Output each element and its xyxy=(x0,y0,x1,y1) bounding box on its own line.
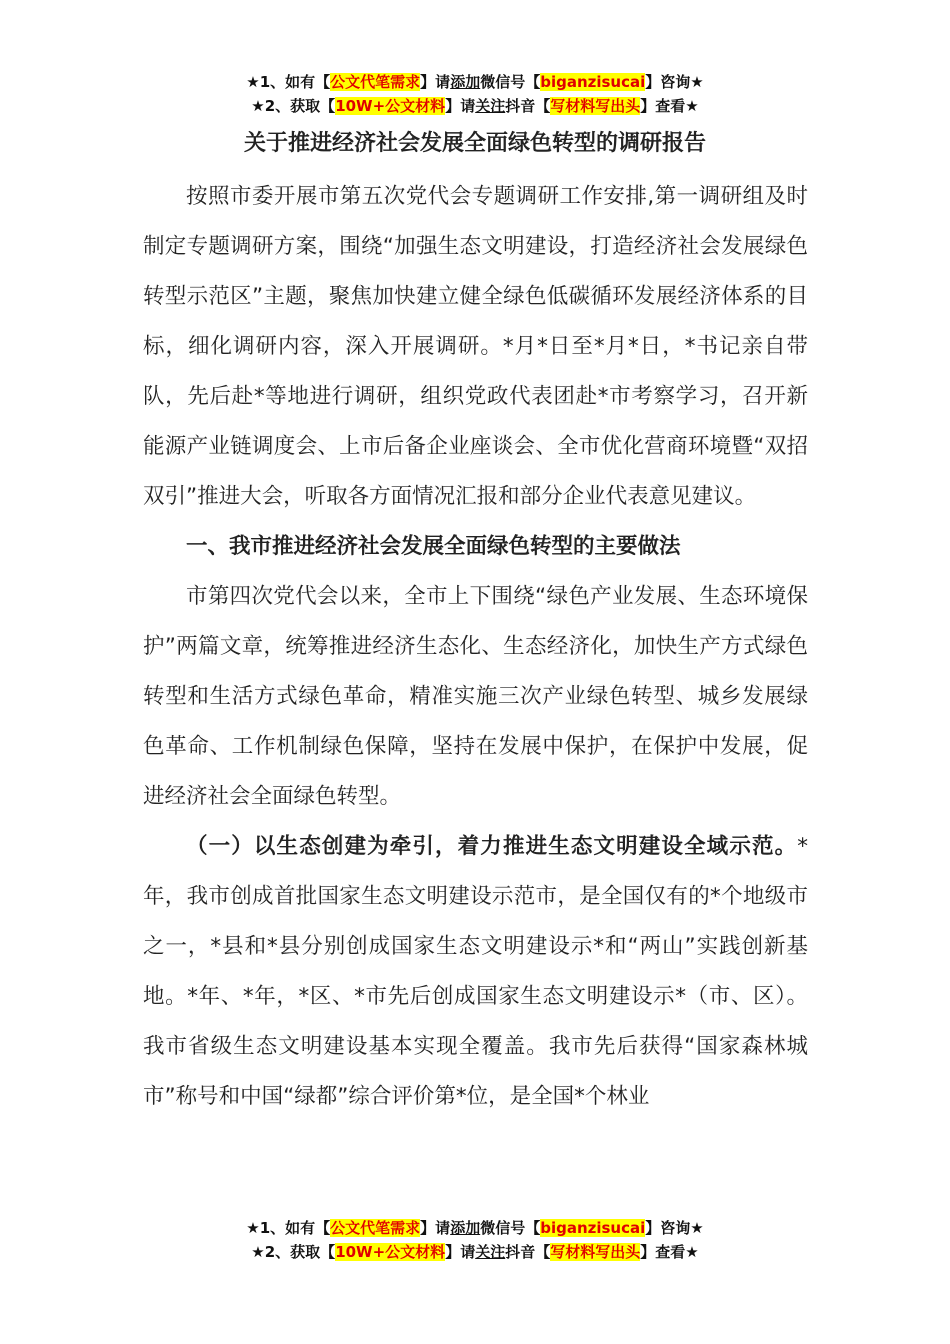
promo-line-1 xyxy=(0,70,950,94)
promo-highlight: biganzisucai xyxy=(540,1219,646,1237)
promo-text: 抖音【 xyxy=(505,1243,551,1261)
paragraph-intro: 按照市委开展市第五次党代会专题调研工作安排,第一调研组及时制定专题调研方案，围绕“加强生态文明建设，打造经济社会发展绿色转型示范区”主题，聚焦加快建立健全绿色低碳循环发展经济体系的目标，细化调研内容，深入开展调研。*月*日至*月*日，*书记亲自带队，先后赴*等地进行调研，组织党政代表团赴*市考察学习，召开新能源产业链调度会、上市后备企业座谈会、全市优化营商环境暨“双招双引”推进大会，听取各方面情况汇报和部分企业代表意见建议。 xyxy=(143,184,808,509)
promo-highlight: 10W+公文材料 xyxy=(335,1243,446,1261)
promo-text: ★2、获取【 xyxy=(251,1243,336,1261)
document-title: 关于推进经济社会发展全面绿色转型的调研报告 xyxy=(243,131,706,156)
subsection-text: *年，我市创成首批国家生态文明建设示范市，是全国仅有的*个地级市之一，*县和*县分别创成国家生态文明建设示*和“两山”实践创新基地。*年、*年，*区、*市先后创成国家生态文明建设示*（市、区）。我市省级生态文明建设基本实现全覆盖。我市先后获得“国家森林城市”称号和中国“绿都”综合评价第*位，是全国*个林业 xyxy=(143,834,808,1109)
promo-line-2 xyxy=(0,1240,950,1264)
promo-footer xyxy=(0,1216,950,1264)
promo-text: 】请 xyxy=(420,1219,451,1237)
promo-highlight: 写材料写出头 xyxy=(550,1243,641,1261)
promo-text: 】请 xyxy=(420,73,451,91)
section-heading: 一、我市推进经济社会发展全面绿色转型的主要做法 xyxy=(186,534,681,559)
promo-line-1 xyxy=(0,1216,950,1240)
paragraph-overview: 市第四次党代会以来，全市上下围绕“绿色产业发展、生态环境保护”两篇文章，统筹推进经济生态化、生态经济化，加快生产方式绿色转型和生活方式绿色革命，精准实施三次产业绿色转型、城乡发展绿色革命、工作机制绿色保障，坚持在发展中保护，在保护中发展，促进经济社会全面绿色转型。 xyxy=(143,584,808,809)
promo-text: ★1、如有【 xyxy=(246,1219,331,1237)
subsection-lead: （一）以生态创建为牵引，着力推进生态文明建设全域示范。 xyxy=(186,834,798,859)
promo-text: 】咨询★ xyxy=(645,1219,704,1237)
paragraph-subsection-1 xyxy=(143,822,808,1122)
promo-text: 】咨询★ xyxy=(645,73,704,91)
promo-highlight: biganzisucai xyxy=(540,73,646,91)
promo-text: 】请 xyxy=(445,97,476,115)
promo-text: 微信号【 xyxy=(480,1219,541,1237)
promo-text: 微信号【 xyxy=(480,73,541,91)
promo-text: ★2、获取【 xyxy=(251,97,336,115)
document-body xyxy=(143,172,808,1122)
promo-highlight: 公文代笔需求 xyxy=(330,1219,421,1237)
promo-highlight: 写材料写出头 xyxy=(550,97,641,115)
promo-text: 】查看★ xyxy=(640,1243,699,1261)
promo-underline: 添加 xyxy=(450,1219,481,1237)
promo-text: 抖音【 xyxy=(505,97,551,115)
promo-underline: 添加 xyxy=(450,73,481,91)
promo-underline: 关注 xyxy=(475,97,506,115)
promo-text: 】请 xyxy=(445,1243,476,1261)
promo-underline: 关注 xyxy=(475,1243,506,1261)
promo-highlight: 10W+公文材料 xyxy=(335,97,446,115)
promo-header xyxy=(0,70,950,118)
promo-text: ★1、如有【 xyxy=(246,73,331,91)
promo-highlight: 公文代笔需求 xyxy=(330,73,421,91)
promo-line-2 xyxy=(0,94,950,118)
promo-text: 】查看★ xyxy=(640,97,699,115)
